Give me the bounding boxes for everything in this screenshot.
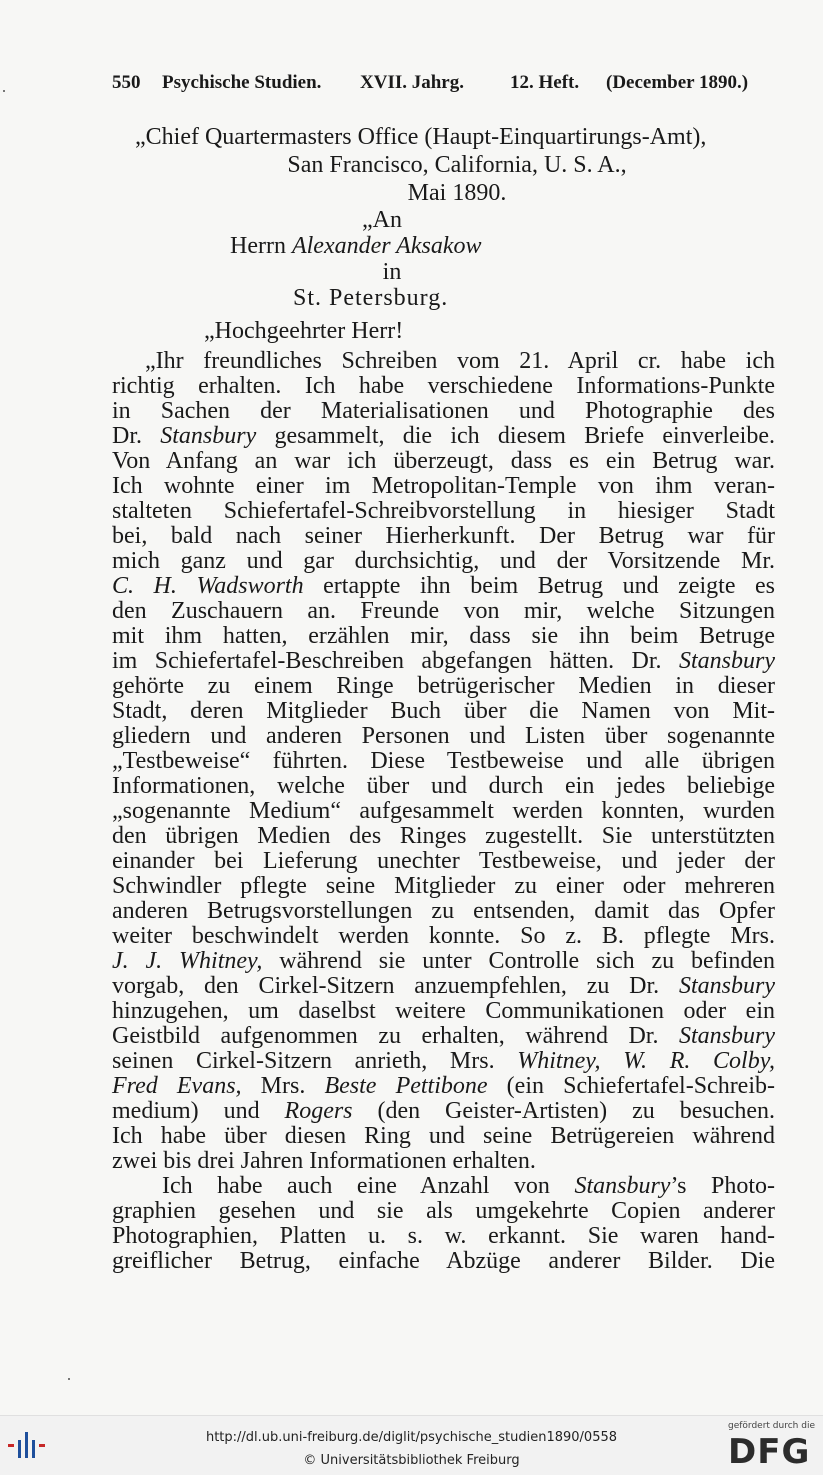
recipient-name: Alexander Aksakow <box>291 233 482 259</box>
body-line: Fred Evans, Mrs. Beste Pettibone (ein Schiefertafel-Schreib- <box>112 1073 775 1099</box>
body-line: Photographien, Platten u. s. w. erkannt. Sie waren hand- <box>112 1223 775 1249</box>
body-line: in Sachen der Materialisationen und Photographie des <box>112 398 775 424</box>
address-in: in <box>382 259 402 285</box>
funding-note: gefördert durch die <box>728 1421 815 1431</box>
body-line: J. J. Whitney, während sie unter Controlle sich zu befinden <box>112 948 775 974</box>
body-line: den Zuschauern an. Freunde von mir, welche Sitzungen <box>112 598 775 624</box>
dfg-logo: DFG <box>728 1432 811 1472</box>
body-line: „sogenannte Medium“ aufgesammelt werden konnten, wurden <box>112 798 775 824</box>
body-line: Von Anfang an war ich überzeugt, dass es ein Betrug war. <box>112 448 775 474</box>
body-line: hinzugehen, um daselbst weitere Communikationen oder ein <box>112 998 775 1024</box>
name-wadsworth: C. H. Wadsworth <box>112 573 304 599</box>
scan-speck <box>68 1378 70 1380</box>
body-line: vorgab, den Cirkel-Sitzern anzuempfehlen, zu Dr. Stansbury <box>112 973 775 999</box>
body-line: mit ihm hatten, erzählen mir, dass sie ihn beim Betruge <box>112 623 775 649</box>
body-line: Informationen, welche über und durch ein jedes beliebige <box>112 773 775 799</box>
address-herrn: Herrn <box>230 233 286 259</box>
journal-title: Psychische Studien. <box>162 72 322 93</box>
body-line: Ich habe über diesen Ring und seine Betrügereien während <box>112 1123 775 1149</box>
body-line: Geistbild aufgenommen zu erhalten, während Dr. Stansbury <box>112 1023 775 1049</box>
body-line: graphien gesehen und sie als umgekehrte Copien anderer <box>112 1198 775 1224</box>
name-stansbury: Stansbury <box>160 423 257 449</box>
name-stansbury: Stansbury <box>679 973 775 999</box>
body-line: mich ganz und gar durchsichtig, und der Vorsitzende Mr. <box>112 548 775 574</box>
name-whitney: Whitney, <box>517 1048 601 1074</box>
name-stansbury: Stansbury <box>679 1023 775 1049</box>
body-line: einander bei Lieferung unechter Testbeweise, und jeder der <box>112 848 775 874</box>
letterhead-line-2: San Francisco, California, U. S. A., <box>287 152 627 178</box>
body-line: stalteten Schiefertafel-Schreibvorstellung in hiesiger Stadt <box>112 498 775 524</box>
body-line: gehörte zu einem Ringe betrügerischer Medien in dieser <box>112 673 775 699</box>
address-city: St. Petersburg. <box>293 285 449 311</box>
body-line: den übrigen Medien des Ringes zugestellt. Sie unterstützten <box>112 823 775 849</box>
address-an: „An <box>362 207 402 233</box>
address-recipient <box>230 234 481 258</box>
body-line: gliedern und anderen Personen und Listen über sogenannte <box>112 723 775 749</box>
viewer-footer <box>0 1415 823 1475</box>
name-stansbury: Stansbury <box>679 648 776 674</box>
name-whitney: J. J. Whitney, <box>112 948 263 974</box>
body-line: richtig erhalten. Ich habe verschiedene Informations-Punkte <box>112 373 775 399</box>
body-line: zwei bis drei Jahren Informationen erhalten. <box>112 1148 536 1174</box>
body-line: anderen Betrugsvorstellungen zu entsenden, damit das Opfer <box>112 898 775 924</box>
body-line: „Ihr freundliches Schreiben vom 21. April cr. habe ich <box>145 348 775 374</box>
letterhead-line-3: Mai 1890. <box>407 180 507 206</box>
salutation: „Hochgeehrter Herr! <box>204 318 404 344</box>
body-line: bei, bald nach seiner Hierherkunft. Der Betrug war für <box>112 523 775 549</box>
body-line: Dr. Stansbury gesammelt, die ich diesem Briefe einverleibe. <box>112 423 775 449</box>
name-evans: Fred Evans, <box>112 1073 242 1099</box>
name-colby: W. R. Colby, <box>623 1048 776 1074</box>
body-line: Schwindler pflegte seine Mitglieder zu einer oder mehreren <box>112 873 775 899</box>
body-line: greiflicher Betrug, einfache Abzüge anderer Bilder. Die <box>112 1248 775 1274</box>
volume: XVII. Jahrg. <box>360 72 464 93</box>
body-line: weiter beschwindelt werden konnte. So z. B. pflegte Mrs. <box>112 923 775 949</box>
body-line: medium) und Rogers (den Geister-Artisten) zu besuchen. <box>112 1098 775 1124</box>
copyright-notice: © Universitätsbibliothek Freiburg <box>303 1453 520 1468</box>
body-line: Stadt, deren Mitglieder Buch über die Namen von Mit- <box>112 698 775 724</box>
body-line: Ich habe auch eine Anzahl von Stansbury’s Photo- <box>162 1173 776 1199</box>
body-line: seinen Cirkel-Sitzern anrieth, Mrs. Whitney, W. R. Colby, <box>112 1048 776 1074</box>
issue: 12. Heft. <box>510 72 580 93</box>
body-line: Ich wohnte einer im Metropolitan-Temple von ihm veran- <box>112 473 775 499</box>
body-line: „Testbeweise“ führten. Diese Testbeweise und alle übrigen <box>112 748 775 774</box>
body-line: im Schiefertafel-Beschreiben abgefangen hätten. Dr. Stansbury <box>112 648 776 674</box>
body-line: C. H. Wadsworth ertappte ihn beim Betrug und zeigte es <box>112 573 776 599</box>
issue-date: (December 1890.) <box>606 72 749 93</box>
scan-speck <box>3 90 5 92</box>
name-rogers: Rogers <box>284 1098 353 1124</box>
running-header <box>112 72 772 98</box>
letterhead-line-1: „Chief Quartermasters Office (Haupt-Einquartirungs-Amt), <box>135 124 707 150</box>
page-number: 550 <box>112 72 141 93</box>
document-url[interactable]: http://dl.ub.uni-freiburg.de/diglit/psychische_studien1890/0558 <box>205 1430 618 1445</box>
name-stansbury: Stansbury <box>574 1173 671 1199</box>
name-pettibone: Beste Pettibone <box>324 1073 488 1099</box>
